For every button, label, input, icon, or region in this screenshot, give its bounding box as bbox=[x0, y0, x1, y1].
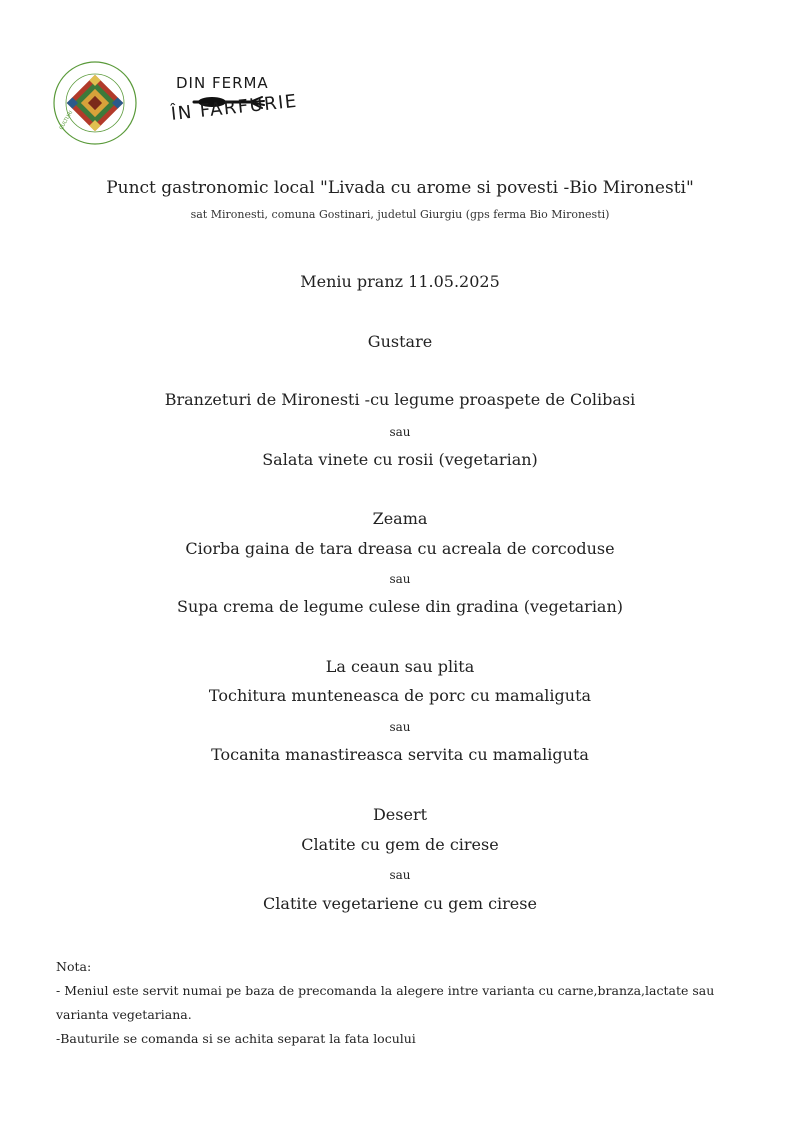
section-heading-zeama: Zeama bbox=[372, 509, 428, 528]
svg-text:CULTURI: CULTURI bbox=[58, 109, 75, 131]
brand-line-2: ÎN FARFURIE bbox=[170, 90, 299, 125]
note-line: varianta vegetariana. bbox=[56, 1007, 192, 1022]
dish-option: Tocanita manastireasca servita cu mamaliguta bbox=[211, 745, 589, 764]
logo bbox=[52, 60, 312, 150]
or-separator: sau bbox=[389, 572, 411, 586]
brand-line-1: DIN FERMA bbox=[176, 74, 269, 92]
note-line: - Meniul este servit numai pe baza de precomanda la alegere intre varianta cu carne,branza,lactate sau bbox=[56, 983, 715, 998]
notes-label: Nota: bbox=[56, 959, 92, 974]
menu-date: Meniu pranz 11.05.2025 bbox=[300, 272, 500, 291]
page-title: Punct gastronomic local "Livada cu arome si povesti -Bio Mironesti" bbox=[106, 178, 694, 198]
section-heading-gustare: Gustare bbox=[367, 332, 433, 351]
dish-option: Tochitura munteneasca de porc cu mamaliguta bbox=[208, 686, 592, 705]
dish-option: Clatite cu gem de cirese bbox=[301, 835, 499, 854]
section-heading-desert: Desert bbox=[372, 805, 428, 824]
address-subtitle: sat Mironesti, comuna Gostinari, judetul Giurgiu (gps ferma Bio Mironesti) bbox=[190, 208, 610, 221]
dish-option: Supa crema de legume culese din gradina (vegetarian) bbox=[176, 597, 624, 616]
or-separator: sau bbox=[389, 868, 411, 882]
dish-option: Branzeturi de Mironesti -cu legume proaspete de Colibasi bbox=[164, 390, 636, 409]
notes-block bbox=[56, 955, 756, 1051]
dish-option: Ciorba gaina de tara dreasa cu acreala de corcoduse bbox=[185, 539, 615, 558]
dish-option: Clatite vegetariene cu gem cirese bbox=[263, 894, 537, 913]
section-heading-la-ceaun: La ceaun sau plita bbox=[325, 657, 475, 676]
or-separator: sau bbox=[389, 425, 411, 439]
dish-option: Salata vinete cu rosii (vegetarian) bbox=[262, 450, 538, 469]
seal-logo-icon bbox=[52, 60, 138, 146]
brand-logo bbox=[170, 74, 310, 134]
or-separator: sau bbox=[389, 720, 411, 734]
note-line: -Bauturile se comanda si se achita separat la fata locului bbox=[56, 1031, 416, 1046]
